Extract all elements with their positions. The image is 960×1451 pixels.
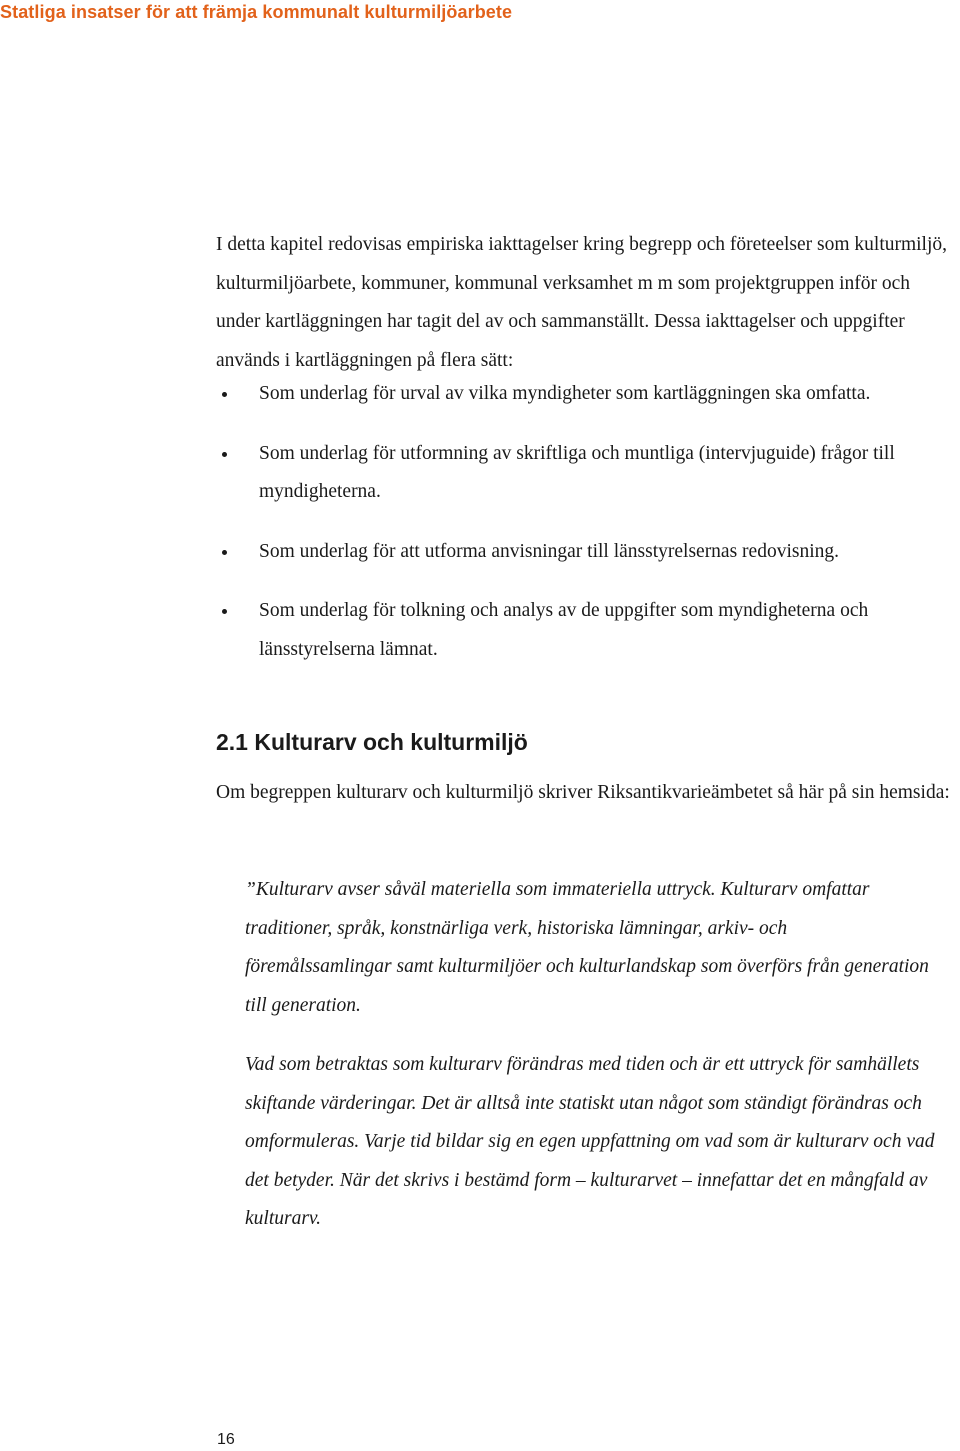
list-item — [216, 375, 960, 414]
usage-list — [216, 375, 960, 691]
list-item-text: Som underlag för utformning av skriftliga och muntliga (intervjuguide) frågor till myndigheterna. — [259, 442, 895, 503]
list-item-text: Som underlag för tolkning och analys av de uppgifter som myndigheterna och länsstyrelserna lämnat. — [259, 600, 869, 660]
running-header: Statliga insatser för att främja kommunalt kulturmiljöarbete — [0, 2, 513, 22]
bullet-icon — [222, 452, 227, 457]
section-intro-paragraph: Om begreppen kulturarv och kulturmiljö skriver Riksantikvarieämbetet så här på sin hemsida: — [216, 782, 950, 803]
quote-paragraph: Vad som betraktas som kulturarv förändras med tiden och är ett uttryck för samhällets skiftande värderingar. Det är alltså inte statiskt utan något som ständigt förändras och omformuleras. Varje tid bildar sig en egen uppfattning om vad som är kulturarv och vad det betyder. När det skrivs i bestämd form – kulturarvet – innefattar det en mångfald av kulturarv. — [245, 1054, 935, 1230]
section-heading: 2.1 Kulturarv och kulturmiljö — [216, 729, 528, 755]
quote-paragraph: ”Kulturarv avser såväl materiella som immateriella uttryck. Kulturarv omfattar traditioner, språk, konstnärliga verk, historiska lämningar, arkiv- och föremålssamlingar samt kulturmiljöer och kulturlandskap som överförs från generation till generation. — [245, 879, 929, 1016]
bullet-icon — [222, 392, 227, 397]
bullet-icon — [222, 550, 227, 555]
list-item — [216, 592, 960, 669]
list-item — [216, 533, 960, 572]
page-number: 16 — [217, 1431, 235, 1448]
list-item — [216, 435, 960, 512]
list-item-text: Som underlag för att utforma anvisningar till länsstyrelsernas redovisning. — [259, 540, 840, 562]
bullet-icon — [222, 609, 227, 614]
intro-paragraph: I detta kapitel redovisas empiriska iakttagelser kring begrepp och företeelser som kulturmiljö, kulturmiljöarbete, kommuner, kommunal verksamhet m m som projektgruppen inför och under kartläggningen har tagit del av och sammanställt. Dessa iakttagelser och uppgifter används i kartläggningen på flera sätt: — [216, 234, 948, 371]
list-item-text: Som underlag för urval av vilka myndigheter som kartläggningen ska omfatta. — [259, 383, 871, 404]
